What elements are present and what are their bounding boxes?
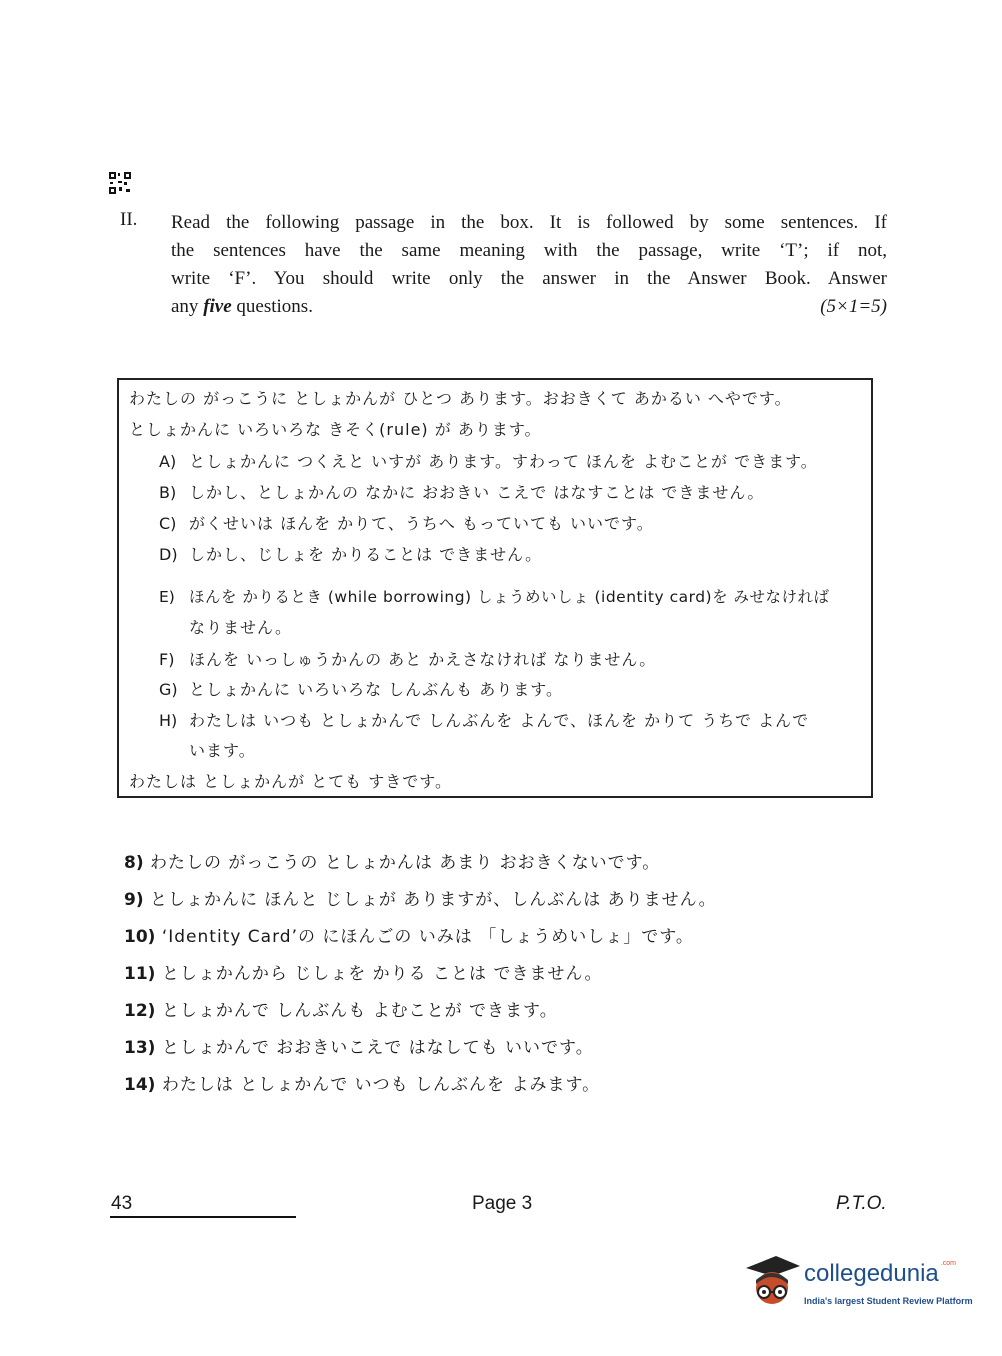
- question-number: 10): [124, 927, 156, 947]
- rule-label: G): [159, 680, 178, 699]
- question-text: わたしの がっこうの としょかんは あまり おおきくないです。: [150, 853, 661, 873]
- question-number: 9): [124, 890, 144, 910]
- logo-name: collegedunia: [804, 1260, 939, 1287]
- rule-label: D): [159, 545, 178, 564]
- question-number: 14): [124, 1075, 156, 1095]
- passage-closing: わたしは としょかんが とても すきです。: [129, 772, 452, 791]
- passage-rule: [159, 511, 654, 534]
- logo-tagline: India's largest Student Review Platform: [804, 1296, 973, 1306]
- question-item: [124, 959, 602, 984]
- question-number: 13): [124, 1038, 156, 1058]
- question-number: 8): [124, 853, 144, 873]
- page-number: Page 3: [472, 1193, 533, 1214]
- emphasis-text: five: [203, 296, 232, 317]
- instruction-text: any: [171, 296, 199, 317]
- rule-text: しかし、じしょを かりることは できません。: [189, 545, 543, 564]
- question-item: [124, 996, 558, 1021]
- rule-text: としょかんに いろいろな しんぶんも あります。: [189, 680, 563, 699]
- rule-label: F): [159, 650, 175, 669]
- rule-label: H): [159, 711, 178, 730]
- question-text: わたしは としょかんで いつも しんぶんを よみます。: [161, 1075, 601, 1095]
- rule-text: ほんを かりるとき (while borrowing) しょうめいしょ (identity card)を みせなければ: [189, 588, 830, 606]
- rule-continuation: います。: [189, 741, 256, 760]
- rule-continuation: なりません。: [189, 618, 292, 637]
- instruction-line: [171, 293, 887, 321]
- rule-label: E): [159, 588, 175, 606]
- rule-label: C): [159, 514, 177, 533]
- question-number: 12): [124, 1001, 156, 1021]
- mascot-icon: [742, 1254, 802, 1312]
- rule-text: しかし、としょかんの なかに おおきい こえで はなすことは できません。: [189, 483, 765, 502]
- passage-rule: [159, 647, 656, 670]
- rule-text: がくせいは ほんを かりて、うちへ もっていても いいです。: [189, 514, 654, 533]
- instruction-line: Read the following passage in the box. It is followed by some sentences. If: [171, 212, 887, 233]
- question-item: [124, 1033, 594, 1058]
- rule-label: A): [159, 452, 177, 471]
- question-item: [124, 848, 660, 873]
- question-item: [124, 1070, 600, 1095]
- passage-rule: [159, 449, 818, 472]
- question-text: としょかんで おおきいこえで はなしても いいです。: [161, 1038, 594, 1058]
- passage-intro: としょかんに いろいろな きそく(rule) が あります。: [129, 420, 542, 439]
- section-number: II.: [120, 209, 138, 230]
- passage-rule: [159, 480, 764, 503]
- question-number: 11): [124, 964, 156, 984]
- passage-box: [117, 378, 873, 798]
- footer-divider: [110, 1216, 296, 1218]
- rule-text: としょかんに つくえと いすが あります。すわって ほんを よむことが できます。: [189, 452, 818, 471]
- passage-intro: わたしの がっこうに としょかんが ひとつ あります。おおきくて あかるい へやです。: [129, 389, 792, 408]
- instruction-text: questions.: [236, 296, 313, 317]
- passage-rule: [159, 542, 542, 565]
- logo-suffix: .com: [940, 1260, 956, 1267]
- logo-wordmark: [804, 1260, 956, 1288]
- rule-text: ほんを いっしゅうかんの あと かえさなければ なりません。: [189, 650, 657, 669]
- pto-label: P.T.O.: [836, 1193, 887, 1214]
- question-item: [124, 922, 694, 947]
- paper-code: 43: [111, 1193, 133, 1214]
- collegedunia-logo: [742, 1250, 972, 1320]
- question-text: としょかんで しんぶんも よむことが できます。: [161, 1001, 558, 1021]
- question-item: [124, 885, 717, 910]
- rule-label: B): [159, 483, 177, 502]
- rule-text: わたしは いつも としょかんで しんぶんを よんで、ほんを かりて うちで よんで: [189, 711, 810, 730]
- instruction-line: the sentences have the same meaning with the passage, write ‘T’; if not,: [171, 240, 887, 261]
- question-text: としょかんから じしょを かりる ことは できません。: [161, 964, 603, 984]
- marks-allocation: (5×1=5): [820, 296, 887, 317]
- passage-rule: [159, 585, 830, 607]
- instruction-line: write ‘F’. You should write only the answer in the Answer Book. Answer: [171, 268, 887, 289]
- passage-rule: [159, 708, 809, 731]
- question-text: ‘Identity Card’の にほんごの いみは 「しょうめいしょ」です。: [161, 927, 694, 947]
- passage-rule: [159, 677, 563, 700]
- qr-code-icon: [109, 172, 131, 194]
- instructions: [171, 209, 887, 321]
- question-text: としょかんに ほんと じしょが ありますが、しんぶんは ありません。: [150, 890, 717, 910]
